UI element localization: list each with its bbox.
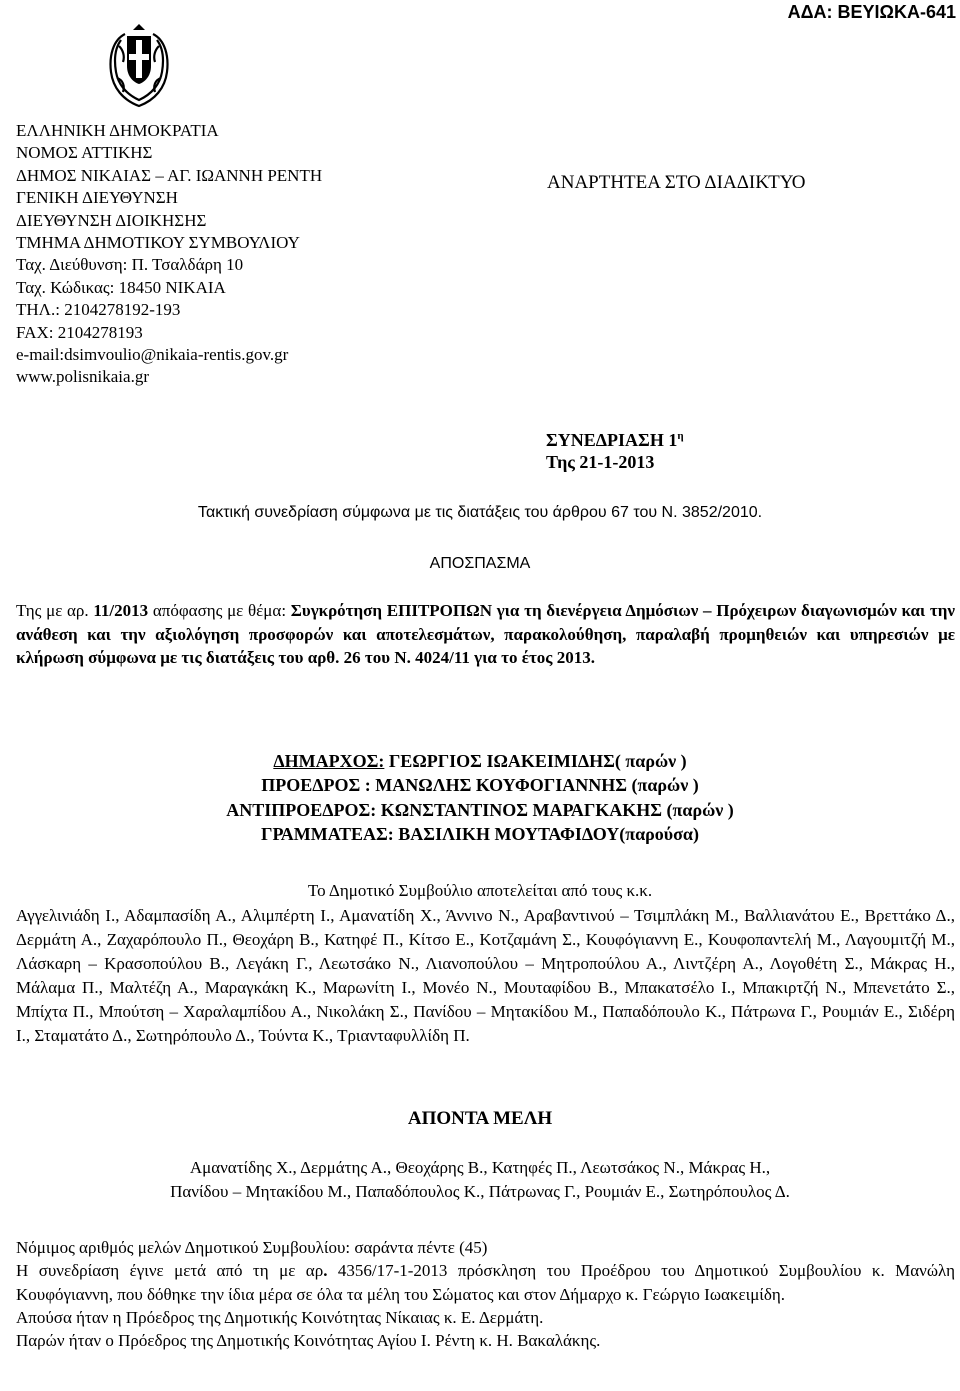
session-ordinal: η [677, 430, 684, 442]
session-title-text: ΣΥΝΕΔΡΙΑΣΗ 1 [546, 430, 678, 450]
sender-line: FAX: 2104278193 [16, 322, 143, 342]
invitation-note [16, 1259, 955, 1306]
sender-line: Ταχ. Κώδικας: 18450 ΝΙΚΑΙΑ [16, 277, 226, 297]
sender-line: ΓΕΝΙΚΗ ΔΙΕΥΘΥΝΣΗ [16, 188, 178, 208]
sender-line: ΔΙΕΥΘΥΝΣΗ ΔΙΟΙΚΗΣΗΣ [16, 210, 207, 230]
excerpt-title: ΑΠΟΣΠΑΣΜΑ [429, 555, 531, 572]
council-members [16, 880, 955, 1047]
invitation-dot: . [323, 1261, 328, 1281]
decision-subject: Συγκρότηση ΕΠΙΤΡΟΠΩΝ για τη διενέργεια Δημόσιων – Πρόχειρων διαγωνισμών και την ανάθεση και την αξιολόγηση προσφορών και αποτελεσμάτων, παρακολούθηση, παραλαβή προμηθειών και υπηρεσιών με κλήρωση σύμφωνα με τις διατάξεις του αρθ. 26 του Ν. 4024/11 για το έτος 2013. [16, 601, 955, 668]
greek-coat-of-arms-icon [103, 22, 175, 110]
officers-block [0, 751, 960, 849]
absent-president-note: Απούσα ήταν η Πρόεδρος της Δημοτικής Κοινότητας Νίκαιας κ. Ε. Δερμάτη. [16, 1307, 544, 1327]
vice-president-line: ΑΝΤΙΠΡΟΕΔΡΟΣ: ΚΩΝΣΤΑΝΤΙΝΟΣ ΜΑΡΑΓΚΑΚΗΣ (παρών ) [226, 799, 734, 820]
session-title [546, 426, 684, 452]
members-present-list: Αγγελινιάδη Ι., Αδαμπασίδη Α., Αλιμπέρτη Ι., Αμανατίδη Χ., Άννινο Ν., Αραβαντινού – Τσιμπλάκη Μ., Βαλλιανάτου Ε., Βρεττάκο Δ., Δερμάτη Α., Ζαχαρόπουλο Π., Θεοχάρη Β., Κατηφέ Π., Κίτσο Ε., Κοτζαμάνη Σ., Κουφόγιαννη Ε., Κουφοπαντελή Μ., Λαγουμιτζή Μ., Λάσκαρη – Κρασοπούλου Β., Λεγάκη Γ., Λεωτσάκο Ν., Λιανοπούλου – Μητροπούλου Α., Λιντζέρη Α., Λογοθέτη Σ., Μάκρας Η., Μάλαμα Π., Μαλτέζη Α., Μαραγκάκη Κ., Μαρωνίτη Ι., Μονέο Ν., Μουταφίδου Β., Μπακατσέλο Ι., Μπακιρτζή Ν., Μπενετάτο Σ., Μπίχτα Π., Μπούτση – Χαραλαμπίδου Α., Νικολάκη Σ., Πανίδου – Μητακίδου Μ., Παπαδόπουλο Κ., Πάτρωνα Γ., Ρουμιάν Ε., Σιδέρη Ι., Σταματάτο Δ., Σωτηρόπουλο Δ., Τούντα Κ., Τριανταφυλλίδη Π. [16, 906, 955, 1045]
sender-line: ΤΜΗΜΑ ΔΗΜΟΤΙΚΟΥ ΣΥΜΒΟΥΛΙΟΥ [16, 232, 300, 252]
secretary-line: ΓΡΑΜΜΑΤΕΑΣ: ΒΑΣΙΛΙΚΗ ΜΟΥΤΑΦΙΔΟΥ(παρούσα) [261, 824, 699, 845]
decision-prefix: Της με αρ. [16, 601, 94, 620]
absent-members-title: ΑΠΟΝΤΑ ΜΕΛΗ [407, 1108, 553, 1129]
sender-email: e-mail:dsimvoulio@nikaia-rentis.gov.gr [16, 344, 289, 364]
decision-middle: απόφασης με θέμα: [148, 601, 291, 620]
sender-line: ΤΗΛ.: 2104278192-193 [16, 300, 181, 320]
decision-number: 11/2013 [93, 601, 149, 620]
absent-members-list [0, 1156, 960, 1203]
ada-code: ΑΔΑ: ΒΕΥΙΩΚΑ-641 [787, 2, 956, 22]
mayor-name: ΓΕΩΡΓΙΟΣ ΙΩΑΚΕΙΜΙΔΗΣ( παρών ) [384, 751, 687, 771]
mayor-line [0, 751, 960, 775]
sender-line: ΕΛΛΗΝΙΚΗ ΔΗΜΟΚΡΑΤΙΑ [16, 121, 219, 140]
session-date: Της 21-1-2013 [546, 452, 655, 472]
sender-line: ΝΟΜΟΣ ΑΤΤΙΚΗΣ [16, 143, 153, 163]
president-line: ΠΡΟΕΔΡΟΣ : ΜΑΝΩΛΗΣ ΚΟΥΦΟΓΙΑΝΝΗΣ (παρών ) [261, 775, 699, 796]
ordinary-meeting-note: Τακτική συνεδρίαση σύμφωνα με τις διατάξεις του άρθρου 67 του Ν. 3852/2010. [197, 504, 763, 521]
quorum-note: Νόμιμος αριθμός μελών Δημοτικού Συμβουλίου: σαράντα πέντε (45) [16, 1238, 488, 1257]
council-intro: Το Δημοτικό Συμβούλιο αποτελείται από τους κ.κ. [307, 881, 653, 900]
absent-line: Πανίδου – Μητακίδου Μ., Παπαδόπουλος Κ., Πάτρωνας Γ., Ρουμιάν Ε., Σωτηρόπουλος Δ. [170, 1181, 790, 1201]
decision-paragraph [16, 599, 955, 670]
absent-line: Αμανατίδης Χ., Δερμάτης Α., Θεοχάρης Β., Κατηφές Π., Λεωτσάκος Ν., Μάκρας Η., [189, 1158, 771, 1177]
present-president-note: Παρών ήταν ο Πρόεδρος της Δημοτικής Κοινότητας Αγίου Ι. Ρέντη κ. Η. Βακαλάκης. [16, 1331, 601, 1351]
publish-notice: ΑΝΑΡΤΗΤΕΑ ΣΤΟ ΔΙΑΔΙΚΤΥΟ [547, 172, 806, 193]
invitation-prefix: Η συνεδρίαση έγινε μετά από τη με αρ [16, 1261, 324, 1281]
sender-website: www.polisnikaia.gr [16, 367, 149, 387]
session-block [546, 426, 684, 478]
sender-line: Ταχ. Διεύθυνση: Π. Τσαλδάρη 10 [16, 255, 244, 275]
sender-block [16, 120, 446, 389]
sender-line: ΔΗΜΟΣ ΝΙΚΑΙΑΣ – ΑΓ. ΙΩΑΝΝΗ ΡΕΝΤΗ [16, 165, 323, 185]
invitation-rest: 4356/17-1-2013 πρόσκληση του Προέδρου του Δημοτικού Συμβουλίου κ. Μανώλη Κουφόγιαννη, που δόθηκε την ίδια μέρα σε όλα τα μέλη του Σώματος και στον Δήμαρχο κ. Γεώργιο Ιωακειμίδη. [16, 1261, 956, 1304]
mayor-label: ΔΗΜΑΡΧΟΣ: [273, 751, 385, 771]
footer-notes [16, 1236, 955, 1352]
